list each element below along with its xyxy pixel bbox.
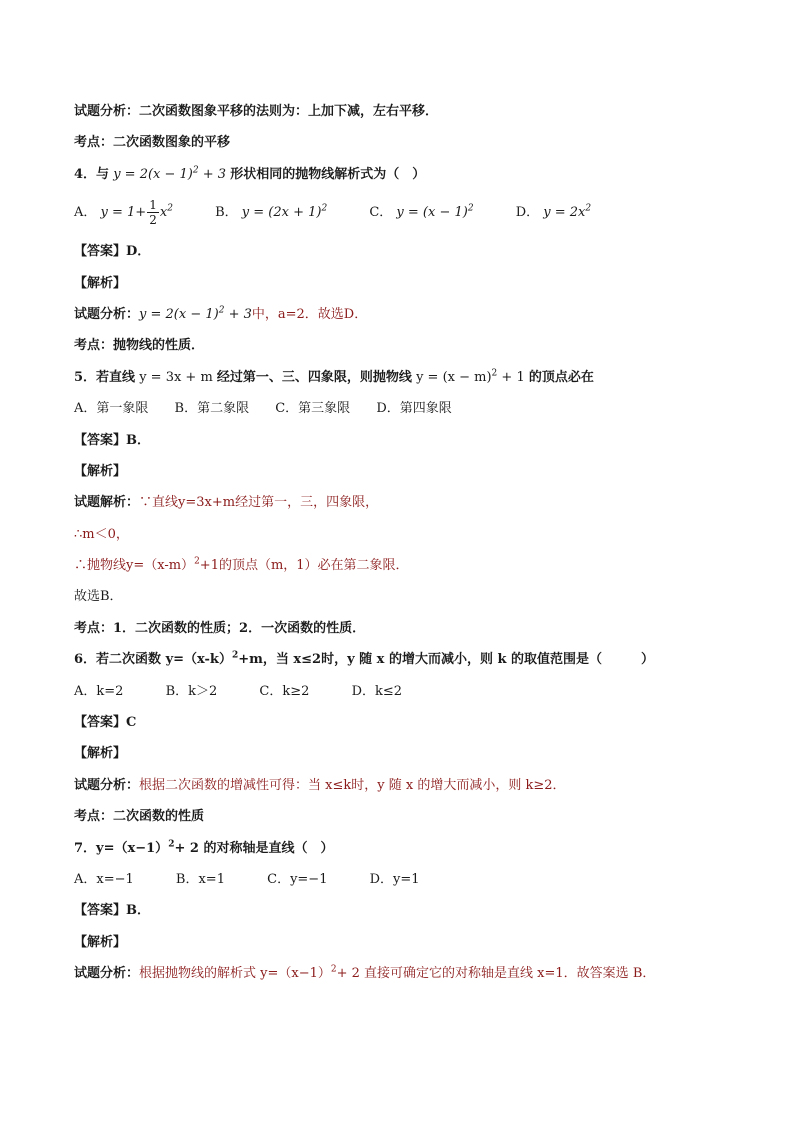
answer-line: 【答案】C — [74, 715, 137, 731]
analysis-text: 试题解析：∵直线y=3x+m经过第一，三，四象限， — [74, 495, 379, 511]
question-5-options — [74, 393, 724, 424]
option-c: C．k≥2 — [259, 683, 310, 699]
option-a: A． y = 1+ $\frac{1}{2}$ $x^2$ — [74, 198, 173, 228]
text-line: 考点：二次函数图象的平移 — [74, 135, 231, 151]
question-4-stem: 4．与 $y = 2(x - 1)^2 + 3$ 形状相同的抛物线解析式为（ ） — [74, 165, 426, 182]
question-5-stem: 5．若直线 y = 3x + m 经过第一、三、四象限，则抛物线 $y = (x - m)^2 + 1$ 的顶点必在 — [74, 368, 594, 385]
option-b: B．k＞2 — [165, 683, 218, 699]
option-c: C． $y = (x - 1)^2$ — [369, 203, 474, 221]
text-line: 试题分析：二次函数图象平移的法则为：上加下减，左右平移． — [74, 104, 439, 119]
document-page — [74, 96, 724, 990]
answer-line: 【答案】D． — [74, 244, 151, 260]
analysis-text: ∴m＜0， — [74, 526, 129, 542]
question-7-options — [74, 864, 724, 895]
answer-line: 【答案】B． — [74, 432, 150, 448]
analysis-label: 【解析】 — [74, 746, 127, 762]
point-line: 考点：抛物线的性质． — [74, 338, 205, 354]
question-7-stem: 7．$y=(x-1)^2+ 2$ 的对称轴是直线（ ） — [74, 839, 334, 856]
analysis-text: ∴抛物线$y=(x-m)^2+1$的顶点（m，1）必在第二象限． — [74, 556, 409, 574]
option-b: B．x=1 — [175, 871, 225, 887]
analysis-text: 试题分析：根据二次函数的增减性可得：当 x≤k时，y 随 x 的增大而减小，则 k≥2． — [74, 777, 566, 793]
formula: $y = 2(x - 1)^2 + 3$ — [113, 165, 227, 182]
fraction: $\frac{1}{2}$ — [149, 198, 157, 228]
option-d: D． $y = 2x^2$ — [515, 203, 592, 221]
question-4-options — [74, 190, 724, 236]
option-d: D．k≤2 — [351, 683, 403, 699]
analysis-label: 【解析】 — [74, 934, 127, 950]
option-c: C．y=−1 — [267, 871, 328, 887]
option-a: A．x=−1 — [74, 871, 134, 887]
option-d: D．y=1 — [369, 871, 420, 887]
option-b: B． $y = (2x + 1)^2$ — [215, 203, 328, 221]
analysis-text: 试题分析：根据抛物线的解析式 $y=(x-1)^2+ 2$ 直接可确定它的对称轴是直线 x=1．故答案选 B． — [74, 964, 656, 982]
point-line: 考点：二次函数的性质 — [74, 809, 205, 825]
analysis-label: 【解析】 — [74, 275, 127, 291]
point-line: 考点：1．二次函数的性质；2．一次函数的性质． — [74, 620, 366, 636]
option-d: D．第四象限 — [376, 401, 452, 417]
question-6-options — [74, 676, 724, 707]
option-c: C．第三象限 — [275, 401, 351, 417]
option-b: B．第二象限 — [174, 401, 250, 417]
option-a: A．第一象限 — [74, 401, 149, 417]
question-6-stem: 6．若二次函数 $y=(x-k)^2+m$，当 x≤2时，y 随 x 的增大而减小，则 k 的取值范围是（ ） — [74, 650, 655, 668]
analysis-text: 故选B． — [74, 589, 123, 605]
analysis-label: 【解析】 — [74, 463, 127, 479]
answer-line: 【答案】B． — [74, 903, 150, 919]
option-a: A．k=2 — [74, 683, 124, 699]
analysis-text: 试题分析：$y = 2(x - 1)^2 + 3$中，a=2．故选D． — [74, 305, 368, 322]
